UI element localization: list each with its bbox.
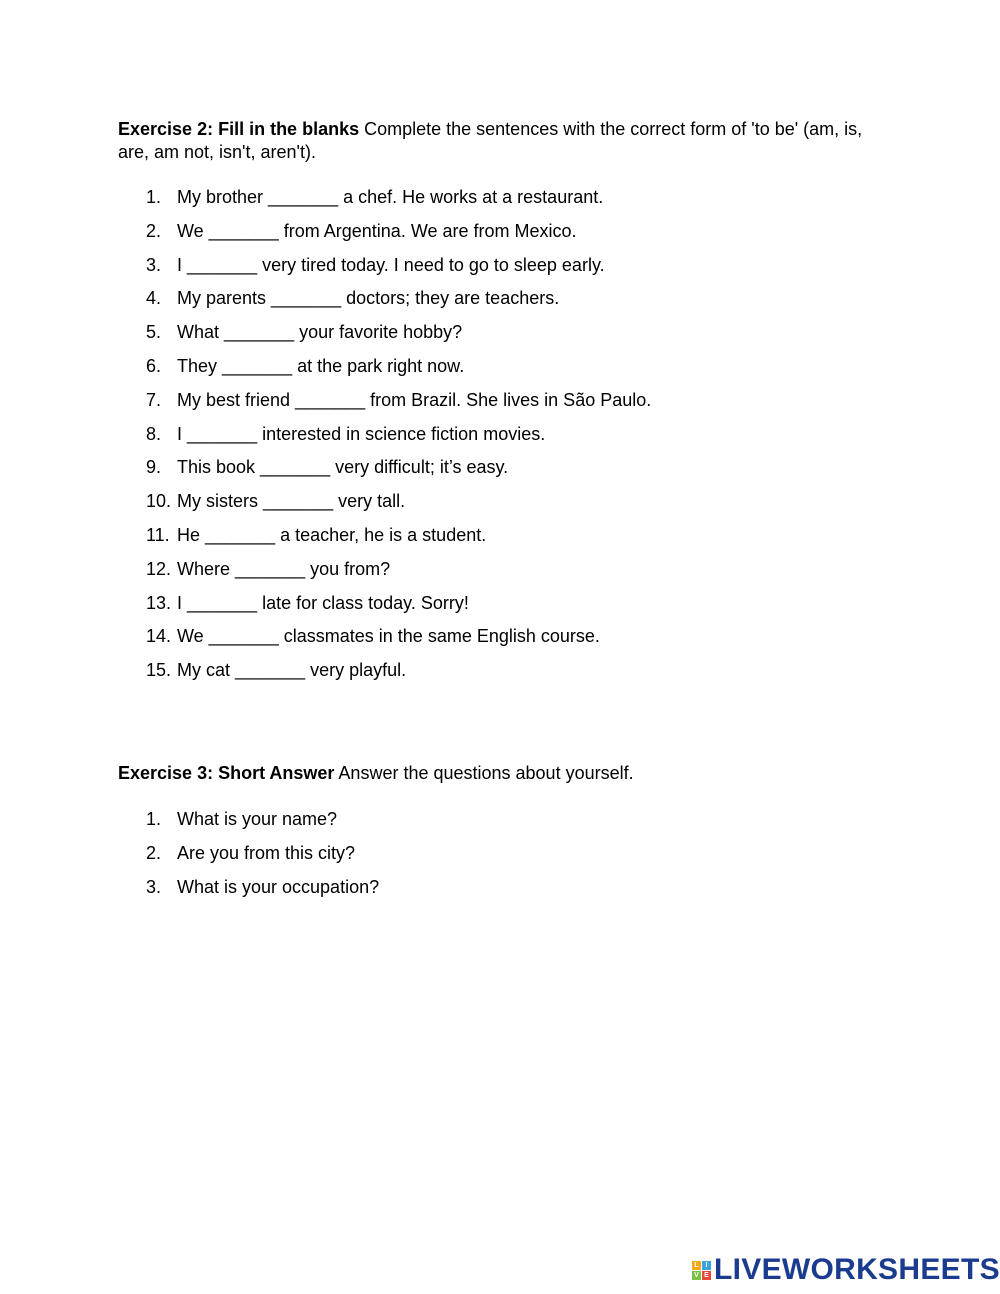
exercise2-item (146, 321, 651, 355)
item-number: 5. (146, 322, 162, 343)
logo-mark-cell: E (702, 1271, 711, 1280)
item-number: 8. (146, 423, 162, 444)
exercise2-item (146, 625, 651, 659)
logo-mark-cell: I (702, 1261, 711, 1270)
item-number: 1. (146, 187, 162, 207)
item-number: 1. (146, 809, 162, 829)
exercise2-item (146, 456, 651, 490)
item-sentence: I _______ very tired today. I need to go to sleep early. (177, 254, 605, 275)
exercise3-item (146, 842, 379, 876)
logo-mark-cell: V (692, 1271, 701, 1280)
exercise-3-heading (118, 762, 878, 785)
item-number: 2. (146, 842, 162, 863)
item-number: 7. (146, 389, 162, 410)
logo-mark-cell: L (692, 1261, 701, 1270)
exercise-2-heading (118, 118, 878, 164)
exercise2-item (146, 423, 651, 457)
item-number: 14. (146, 626, 172, 647)
exercise-3-list (146, 808, 379, 909)
item-number: 6. (146, 355, 162, 376)
item-sentence: Where _______ you from? (177, 558, 391, 579)
logo-text: LIVEWORKSHEETS (714, 1253, 1000, 1286)
item-sentence: We _______ from Argentina. We are from Mexico. (177, 220, 577, 241)
item-number: 3. (146, 254, 162, 275)
item-number: 11. (146, 524, 170, 545)
item-number: 3. (146, 876, 162, 897)
exercise2-item (146, 355, 651, 389)
exercise-2-instruction: Complete the sentences with the correct form of 'to be' (am, is, are, am not, isn't, aren't). (118, 119, 863, 162)
item-sentence: What is your occupation? (177, 876, 380, 897)
item-sentence: I _______ late for class today. Sorry! (177, 592, 469, 613)
exercise2-item (146, 186, 651, 220)
exercise-3-title: Exercise 3: Short Answer (118, 763, 335, 783)
exercise2-item (146, 592, 651, 626)
item-sentence: My parents _______ doctors; they are teachers. (177, 288, 560, 309)
exercise3-item (146, 876, 379, 910)
exercise-2-title: Exercise 2: Fill in the blanks (118, 119, 360, 139)
item-sentence: My cat _______ very playful. (177, 660, 407, 681)
exercise2-item (146, 659, 651, 693)
item-sentence: Are you from this city? (177, 842, 356, 863)
item-sentence: We _______ classmates in the same English course. (177, 626, 600, 647)
exercise2-item (146, 220, 651, 254)
logo-mark-icon (692, 1261, 711, 1280)
exercise2-item (146, 558, 651, 592)
item-number: 12. (146, 558, 172, 579)
exercise2-item (146, 389, 651, 423)
exercise-2-list (146, 186, 651, 693)
item-sentence: I _______ interested in science fiction movies. (177, 423, 546, 444)
liveworksheets-logo (692, 1254, 1000, 1286)
item-sentence: My best friend _______ from Brazil. She lives in São Paulo. (177, 389, 652, 410)
item-sentence: This book _______ very difficult; it’s easy. (177, 457, 509, 478)
exercise-3-instruction: Answer the questions about yourself. (334, 763, 634, 783)
item-sentence: What _______ your favorite hobby? (177, 322, 463, 343)
item-number: 13. (146, 592, 172, 613)
exercise2-item (146, 524, 651, 558)
item-sentence: My brother _______ a chef. He works at a restaurant. (177, 187, 604, 207)
item-sentence: He _______ a teacher, he is a student. (177, 524, 487, 545)
item-number: 4. (146, 288, 162, 309)
exercise2-item (146, 490, 651, 524)
item-number: 9. (146, 457, 162, 478)
item-sentence: What is your name? (177, 809, 338, 829)
item-sentence: They _______ at the park right now. (177, 355, 465, 376)
item-number: 15. (146, 660, 172, 681)
item-number: 10. (146, 491, 172, 512)
item-number: 2. (146, 220, 162, 241)
item-sentence: My sisters _______ very tall. (177, 491, 406, 512)
exercise2-item (146, 254, 651, 288)
exercise3-item (146, 808, 379, 842)
exercise2-item (146, 287, 651, 321)
